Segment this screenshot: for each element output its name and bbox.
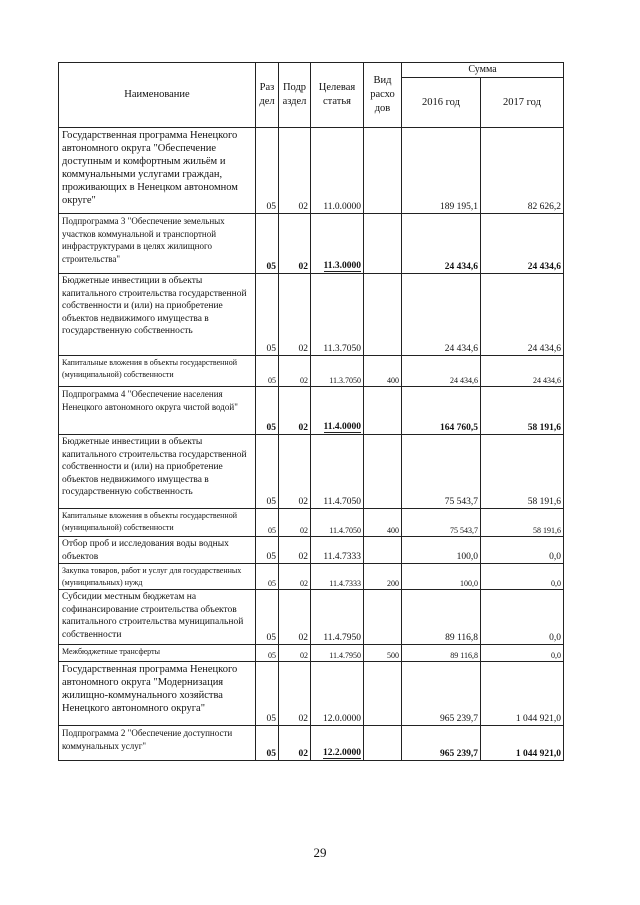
row-2017: 1 044 921,0 [481, 662, 564, 726]
row-2016: 89 116,8 [402, 590, 481, 645]
row-razdel: 05 [256, 214, 279, 274]
row-2017: 0,0 [481, 590, 564, 645]
table-row [59, 509, 564, 537]
row-2016: 965 239,7 [402, 726, 481, 761]
row-podrazdel: 02 [279, 214, 311, 274]
row-vid: 200 [364, 564, 402, 590]
header-razdel: Раз дел [256, 63, 279, 128]
row-2016: 75 543,7 [402, 509, 481, 537]
row-target: 11.4.7333 [311, 537, 364, 564]
table-row [59, 214, 564, 274]
row-2016: 100,0 [402, 537, 481, 564]
row-2017: 24 434,6 [481, 356, 564, 387]
row-name: Закупка товаров, работ и услуг для государственных (муниципальных) нужд [59, 564, 256, 590]
row-vid [364, 274, 402, 356]
row-name: Подпрограмма 3 "Обеспечение земельных участков коммунальной и транспортной инфраструктурами в целях жилищного строительства" [59, 214, 256, 274]
row-name: Бюджетные инвестиции в объекты капитального строительства государственной собственности и (или) на приобретение объектов недвижимого имущества в государственную собственность [59, 274, 256, 356]
row-razdel: 05 [256, 509, 279, 537]
row-2016: 965 239,7 [402, 662, 481, 726]
row-podrazdel: 02 [279, 537, 311, 564]
table-row [59, 435, 564, 509]
row-2016: 75 543,7 [402, 435, 481, 509]
row-podrazdel: 02 [279, 645, 311, 662]
row-podrazdel: 02 [279, 274, 311, 356]
row-vid [364, 590, 402, 645]
row-vid: 400 [364, 356, 402, 387]
row-razdel: 05 [256, 662, 279, 726]
row-target: 12.0.0000 [311, 662, 364, 726]
row-name: Капитальные вложения в объекты государственной (муниципальной) собственности [59, 509, 256, 537]
row-vid [364, 537, 402, 564]
row-2017: 58 191,6 [481, 435, 564, 509]
row-vid [364, 128, 402, 214]
table-body [59, 128, 564, 761]
header-2016: 2016 год [402, 78, 481, 128]
row-target-text: 11.3.0000 [323, 261, 361, 271]
budget-table [58, 62, 564, 761]
row-vid [364, 726, 402, 761]
row-vid [364, 662, 402, 726]
row-target: 11.4.7050 [311, 509, 364, 537]
row-podrazdel: 02 [279, 726, 311, 761]
row-target: 11.0.0000 [311, 128, 364, 214]
row-2017: 24 434,6 [481, 214, 564, 274]
row-target [311, 214, 364, 274]
row-2016: 189 195,1 [402, 128, 481, 214]
row-podrazdel: 02 [279, 662, 311, 726]
table-row [59, 590, 564, 645]
row-2017: 58 191,6 [481, 387, 564, 435]
row-2016: 24 434,6 [402, 356, 481, 387]
header-target: Целевая статья [311, 63, 364, 128]
row-target: 11.4.7333 [311, 564, 364, 590]
table-row [59, 356, 564, 387]
row-razdel: 05 [256, 435, 279, 509]
row-target: 11.3.7050 [311, 356, 364, 387]
row-name: Бюджетные инвестиции в объекты капитального строительства государственной собственности и (или) на приобретение объектов недвижимого имущества в государственную собственность [59, 435, 256, 509]
row-target: 11.4.7950 [311, 645, 364, 662]
row-target: 11.4.7050 [311, 435, 364, 509]
row-podrazdel: 02 [279, 435, 311, 509]
row-target [311, 387, 364, 435]
row-vid: 400 [364, 509, 402, 537]
row-2016: 24 434,6 [402, 274, 481, 356]
row-vid [364, 387, 402, 435]
row-podrazdel: 02 [279, 509, 311, 537]
row-razdel: 05 [256, 590, 279, 645]
table-row [59, 564, 564, 590]
row-podrazdel: 02 [279, 128, 311, 214]
row-name: Государственная программа Ненецкого автономного округа "Модернизация жилищно-коммунального хозяйства Ненецкого автономного округа" [59, 662, 256, 726]
row-name: Субсидии местным бюджетам на софинансирование строительства объектов капитального строительства муниципальной собственности [59, 590, 256, 645]
page-number: 29 [313, 845, 327, 860]
row-name: Подпрограмма 4 "Обеспечение населения Ненецкого автономного округа чистой водой" [59, 387, 256, 435]
row-podrazdel: 02 [279, 387, 311, 435]
row-vid [364, 435, 402, 509]
header-name: Наименование [59, 63, 256, 128]
table-row [59, 387, 564, 435]
row-target: 11.3.7050 [311, 274, 364, 356]
row-razdel: 05 [256, 645, 279, 662]
header-podrazdel: Подр аздел [279, 63, 311, 128]
row-podrazdel: 02 [279, 356, 311, 387]
row-target [311, 726, 364, 761]
row-razdel: 05 [256, 537, 279, 564]
table-row [59, 662, 564, 726]
table-row [59, 128, 564, 214]
row-razdel: 05 [256, 128, 279, 214]
row-2017: 58 191,6 [481, 509, 564, 537]
row-2017: 82 626,2 [481, 128, 564, 214]
row-target-text: 11.4.0000 [323, 422, 361, 432]
table-row [59, 537, 564, 564]
row-razdel: 05 [256, 564, 279, 590]
row-razdel: 05 [256, 387, 279, 435]
row-name: Государственная программа Ненецкого автономного округа "Обеспечение доступным и комфортным жильём и коммунальными услугами граждан, проживающих в Ненецком автономном округе" [59, 128, 256, 214]
row-razdel: 05 [256, 726, 279, 761]
row-2017: 1 044 921,0 [481, 726, 564, 761]
row-podrazdel: 02 [279, 564, 311, 590]
row-2017: 0,0 [481, 645, 564, 662]
row-target: 11.4.7950 [311, 590, 364, 645]
row-podrazdel: 02 [279, 590, 311, 645]
row-2016: 89 116,8 [402, 645, 481, 662]
header-vid: Вид расхо дов [364, 63, 402, 128]
table-row [59, 726, 564, 761]
row-name: Подпрограмма 2 "Обеспечение доступности коммунальных услуг" [59, 726, 256, 761]
row-name: Капитальные вложения в объекты государственной (муниципальной) собственности [59, 356, 256, 387]
row-name: Межбюджетные трансферты [59, 645, 256, 662]
header-2017: 2017 год [481, 78, 564, 128]
row-target-text: 12.2.0000 [323, 748, 361, 758]
row-name: Отбор проб и исследования воды водных объектов [59, 537, 256, 564]
header-sum: Сумма [402, 63, 564, 78]
row-2017: 0,0 [481, 564, 564, 590]
row-vid [364, 214, 402, 274]
table-row [59, 274, 564, 356]
row-razdel: 05 [256, 274, 279, 356]
row-2016: 100,0 [402, 564, 481, 590]
row-2017: 24 434,6 [481, 274, 564, 356]
row-vid: 500 [364, 645, 402, 662]
row-2016: 24 434,6 [402, 214, 481, 274]
row-2017: 0,0 [481, 537, 564, 564]
row-2016: 164 760,5 [402, 387, 481, 435]
table-row [59, 645, 564, 662]
row-razdel: 05 [256, 356, 279, 387]
